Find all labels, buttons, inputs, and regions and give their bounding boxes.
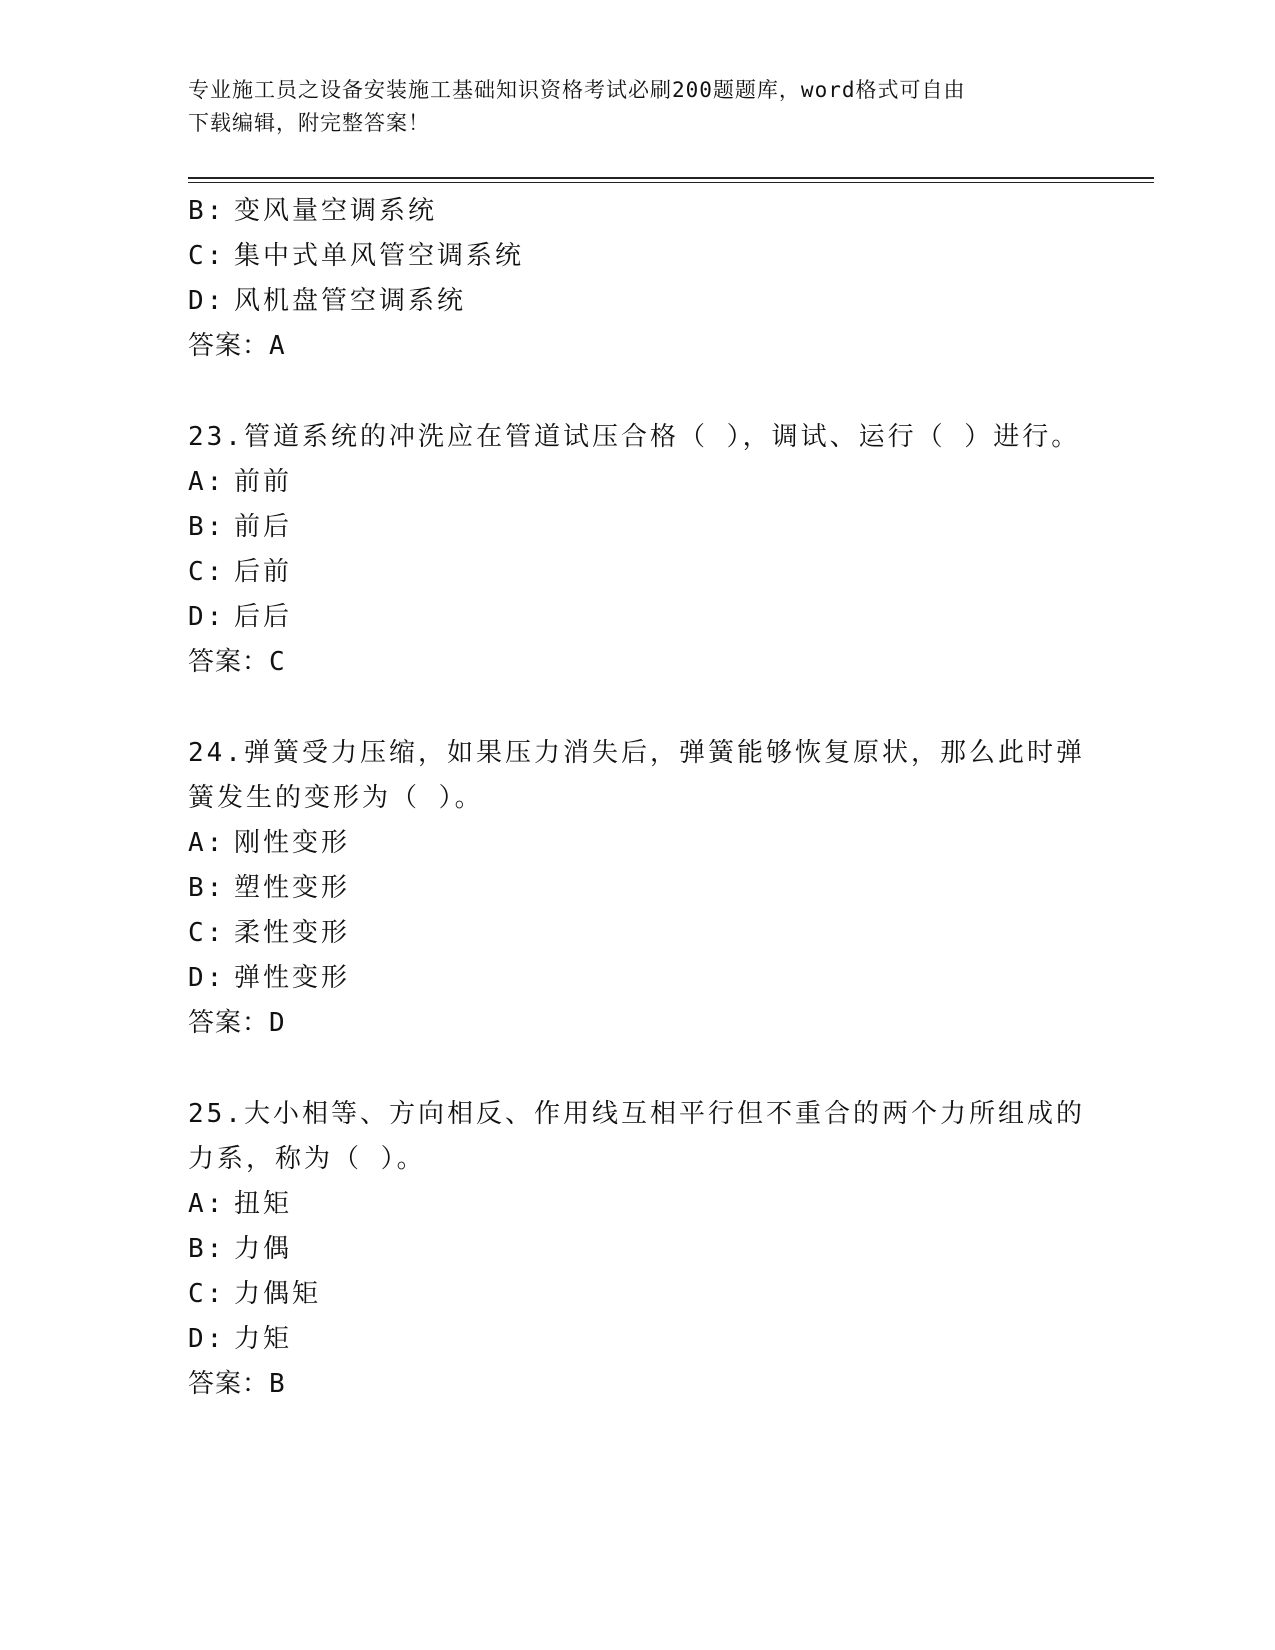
answer-line: 答案：C: [188, 647, 286, 677]
option-b: B: 塑性变形: [188, 873, 351, 903]
question-block-25: [188, 1092, 1088, 1407]
answer-line: 答案：D: [188, 1008, 286, 1038]
option-c: C: 柔性变形: [188, 918, 351, 948]
spacer: [188, 369, 1088, 415]
question-stem: 24.弹簧受力压缩，如果压力消失后，弹簧能够恢复原状，那么此时弹簧发生的变形为（ ）。: [188, 738, 1085, 813]
question-block-23: [188, 415, 1088, 685]
option-d: D: 弹性变形: [188, 963, 351, 993]
answer-line: 答案：A: [188, 331, 286, 361]
header-line-2: 下载编辑，附完整答案！: [188, 111, 430, 135]
option-a: A: 扭矩: [188, 1189, 293, 1219]
spacer: [188, 685, 1088, 731]
header-line-1: 专业施工员之设备安装施工基础知识资格考试必刷200题题库，word格式可自由: [188, 78, 966, 102]
option-a: A: 刚性变形: [188, 828, 351, 858]
option-c: C: 力偶矩: [188, 1279, 322, 1309]
document-header: [188, 74, 1088, 140]
option-b: B: 前后: [188, 512, 293, 542]
option-d: D: 力矩: [188, 1324, 293, 1354]
spacer: [188, 1046, 1088, 1092]
question-stem: 25.大小相等、方向相反、作用线互相平行但不重合的两个力所组成的力系，称为（ ）。: [188, 1099, 1085, 1174]
header-divider-thin: [188, 182, 1154, 183]
option-d: D: 风机盘管空调系统: [188, 286, 467, 316]
option-b: B: 力偶: [188, 1234, 293, 1264]
option-c: C: 集中式单风管空调系统: [188, 241, 525, 271]
option-d: D: 后后: [188, 602, 293, 632]
question-stem: 23.管道系统的冲洗应在管道试压合格（ ），调试、运行（ ）进行。: [188, 422, 1081, 452]
question-list: [188, 189, 1088, 1407]
question-block-24: [188, 731, 1088, 1046]
option-b: B: 变风量空调系统: [188, 196, 438, 226]
header-divider-thick: [188, 177, 1154, 179]
question-block-continued: [188, 189, 1088, 369]
option-a: A: 前前: [188, 467, 293, 497]
answer-line: 答案：B: [188, 1369, 286, 1399]
option-c: C: 后前: [188, 557, 293, 587]
